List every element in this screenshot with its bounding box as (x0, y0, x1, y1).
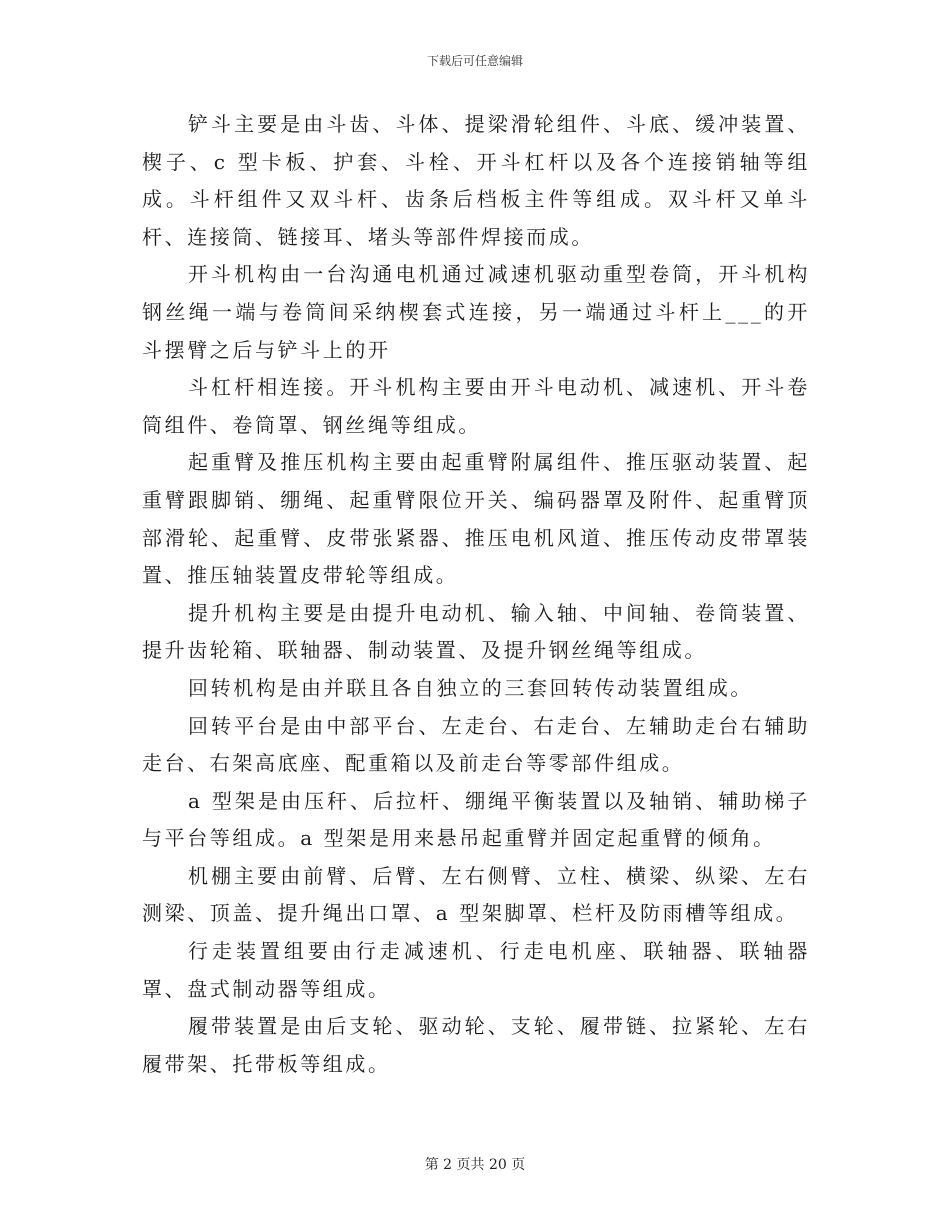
paragraph-travel-device: 行走装置组要由行走减速机、行走电机座、联轴器、联轴器罩、盘式制动器等组成。 (142, 939, 810, 1001)
paragraph-bucket: 铲斗主要是由斗齿、斗体、提梁滑轮组件、斗底、缓冲装置、楔子、c 型卡板、护套、斗栓、开斗杠杆以及各个连接销轴等组成。斗杆组件又双斗杆、齿条后档板主件等组成。双斗杆又单斗杆、连接筒、链接耳、堵头等部件焊接而成。 (142, 112, 810, 249)
paragraph-revolving-platform: 回转平台是由中部平台、左走台、右走台、左辅助走台右辅助走台、右架高底座、配重箱以及前走台等零部件组成。 (142, 713, 810, 776)
body-text (142, 106, 810, 1083)
page-footer: 第 2 页共 20 页 (424, 1157, 526, 1173)
paragraph-bucket-opening-continued: 斗杠杆相连接。开斗机构主要由开斗电动机、减速机、开斗卷筒组件、卷筒罩、钢丝绳等组成。 (142, 375, 810, 437)
paragraph-machinery-house: 机棚主要由前臂、后臂、左右侧臂、立柱、横梁、纵梁、左右测梁、顶盖、提升绳出口罩、a 型架脚罩、栏杆及防雨槽等组成。 (142, 863, 810, 926)
page-header: 下载后可任意编辑 (426, 54, 523, 68)
paragraph-bucket-opening-mechanism: 开斗机构由一台沟通电机通过减速机驱动重型卷筒，开斗机构钢丝绳一端与卷筒间采纳楔套式连接，另一端通过斗杆上___的开斗摆臂之后与铲斗上的开 (142, 262, 810, 362)
paragraph-swing-mechanism: 回转机构是由并联且各自独立的三套回转传动装置组成。 (188, 675, 753, 700)
paragraph-hoist-mechanism: 提升机构主要是由提升电动机、输入轴、中间轴、卷筒装置、提升齿轮箱、联轴器、制动装置、及提升钢丝绳等组成。 (142, 600, 810, 663)
paragraph-a-frame: a 型架是由压秆、后拉杆、绷绳平衡装置以及轴销、辅助梯子与平台等组成。a 型架是用来悬吊起重臂并固定起重臂的倾角。 (142, 788, 810, 851)
paragraph-crawler-device: 履带装置是由后支轮、驱动轮、支轮、履带链、拉紧轮、左右履带架、托带板等组成。 (142, 1014, 810, 1076)
paragraph-boom-crowd-mechanism: 起重臂及推压机构主要由起重臂附属组件、推压驱动装置、起重臂跟脚销、绷绳、起重臂限位开关、编码器罩及附件、起重臂顶部滑轮、起重臂、皮带张紧器、推压电机风道、推压传动皮带罩装置、推压轴装置皮带轮等组成。 (142, 450, 810, 588)
